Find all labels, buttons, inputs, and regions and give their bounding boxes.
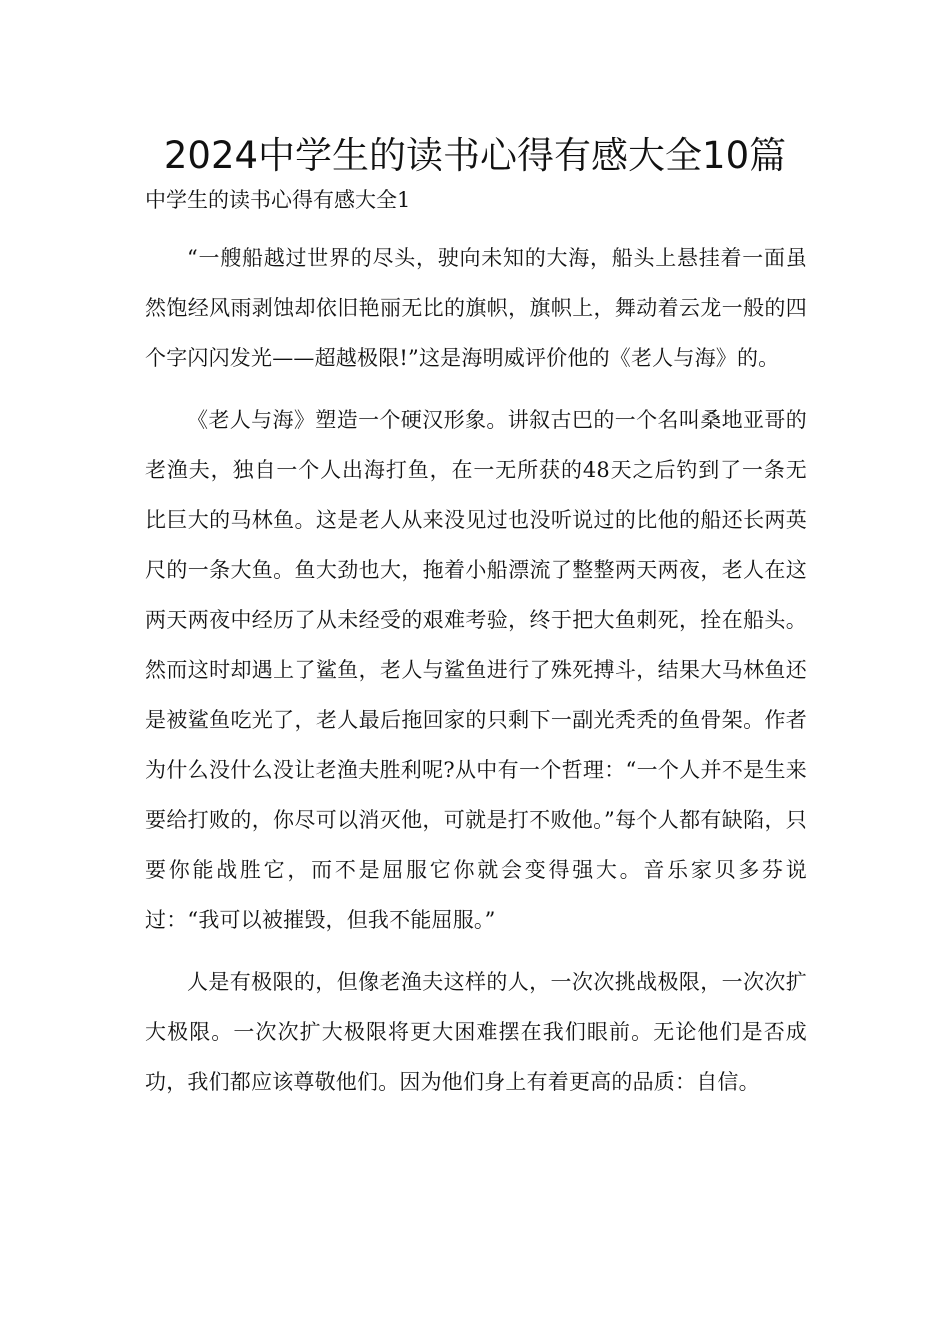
document-body (145, 233, 807, 1119)
section-heading: 中学生的读书心得有感大全1 (145, 188, 411, 212)
paragraph-3: 人是有极限的，但像老渔夫这样的人，一次次挑战极限，一次次扩大极限。一次次扩大极限将更大困难摆在我们眼前。无论他们是否成功，我们都应该尊敬他们。因为他们身上有着更高的品质：自信。 (145, 970, 807, 1094)
document-title: 2024中学生的读书心得有感大全10篇 (163, 134, 787, 177)
paragraph-1: “一艘船越过世界的尽头，驶向未知的大海，船头上悬挂着一面虽然饱经风雨剥蚀却依旧艳丽无比的旗帜，旗帜上，舞动着云龙一般的四个字闪闪发光——超越极限!”这是海明威评价他的《老人与海》的。 (145, 246, 807, 370)
paragraph-2: 《老人与海》塑造一个硬汉形象。讲叙古巴的一个名叫桑地亚哥的老渔夫，独自一个人出海打鱼，在一无所获的48天之后钓到了一条无比巨大的马林鱼。这是老人从来没见过也没听说过的比他的船还长两英尺的一条大鱼。鱼大劲也大，拖着小船漂流了整整两天两夜，老人在这两天两夜中经历了从未经受的艰难考验，终于把大鱼刺死，拴在船头。然而这时却遇上了鲨鱼，老人与鲨鱼进行了殊死搏斗，结果大马林鱼还是被鲨鱼吃光了，老人最后拖回家的只剩下一副光秃秃的鱼骨架。作者为什么没什么没让老渔夫胜利呢?从中有一个哲理：“一个人并不是生来要给打败的，你尽可以消灭他，可就是打不败他。”每个人都有缺陷，只要你能战胜它，而不是屈服它你就会变得强大。音乐家贝多芬说过：“我可以被摧毁，但我不能屈服。” (145, 408, 807, 932)
